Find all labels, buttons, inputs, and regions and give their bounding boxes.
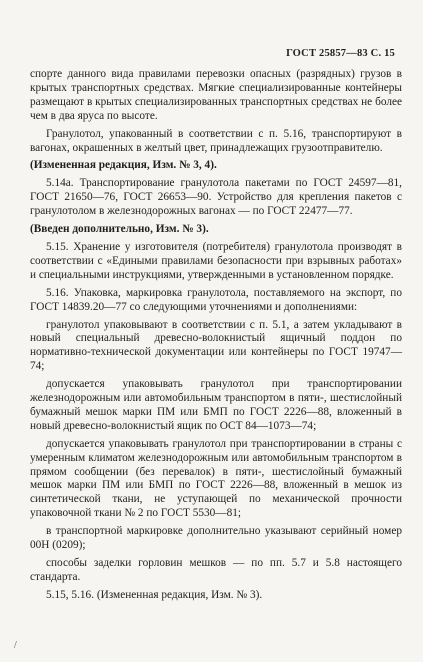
paragraph: допускается упаковывать гранулотол при транспортировании железнодорожным или автомобильным транспортом в пяти-, шестислойный бумажный мешок марки ПМ или БМП по ГОСТ 2226—88, вложенный в новый древесно-волокнистый ящик по ОСТ 84—1073—74; [30,378,402,432]
paragraph: способы заделки горловин мешков — по пп. 5.7 и 5.8 настоящего стандарта. [30,557,402,583]
paragraph: 5.15. Хранение у изготовителя (потребителя) гранулотола производят в соответствии с «Едиными правилами безопасности при взрывных работах» и специальными инструкциями, утвержденными в установленном порядке. [30,240,402,281]
paragraph: допускается упаковывать гранулотол при транспортировании в страны с умеренным климатом железнодорожным или автомобильным транспортом в прямом сообщении (без перевалок) в пяти-, шестислойный бумажный мешок марки ПМ или БМП по ГОСТ 2226—88, вложенный в мешок из синтетической ткани, не уступающей по механической прочности упаковочной ткани № 2 по ГОСТ 5530—81; [30,437,402,520]
paragraph: 5.15, 5.16. (Измененная редакция, Изм. № 3). [46,588,263,601]
paragraph: спорте данного вида правилами перевозки опасных (разрядных) грузов в крытых транспортных средствах. Мягкие специализированные контейнеры размещают в крытых специализированных транспортных средствах не более чем в два яруса по высоте. [30,68,402,122]
paragraph: в транспортной маркировке дополнительно указывают серийный номер 00Н (0209); [30,525,402,552]
page-header: ГОСТ 25857—83 С. 15 [286,48,395,59]
amendment-note: (Измененная редакция, Изм. № 3, 4). [30,159,217,172]
paragraph: 5.16. Упаковка, маркировка гранулотола, поставляемого на экспорт, по ГОСТ 14839.20—77 со следующими уточнениями и дополнениями: [30,286,402,313]
paragraph: Гранулотол, упакованный в соответствии с п. 5.16, транспортируют в вагонах, окрашенных в желтый цвет, принадлежащих грузоотправителю. [30,127,402,154]
paragraph: 5.14а. Транспортирование гранулотола пакетами по ГОСТ 24597—81, ГОСТ 21650—76, ГОСТ 26653—90. Устройство для крепления пакетов с гранулотолом в железнодорожных вагонах — по ГОСТ 22477—77. [30,177,402,218]
margin-mark: / [14,640,17,651]
paragraph: гранулотол упаковывают в соответствии с п. 5.1, а затем укладывают в новый специальный древесно-волокнистый ящичный поддон по нормативно-технической документации или контейнеры по ГОСТ 19747—74; [30,318,402,373]
document-body [30,68,402,607]
amendment-note: (Введен дополнительно, Изм. № 3). [30,223,209,236]
